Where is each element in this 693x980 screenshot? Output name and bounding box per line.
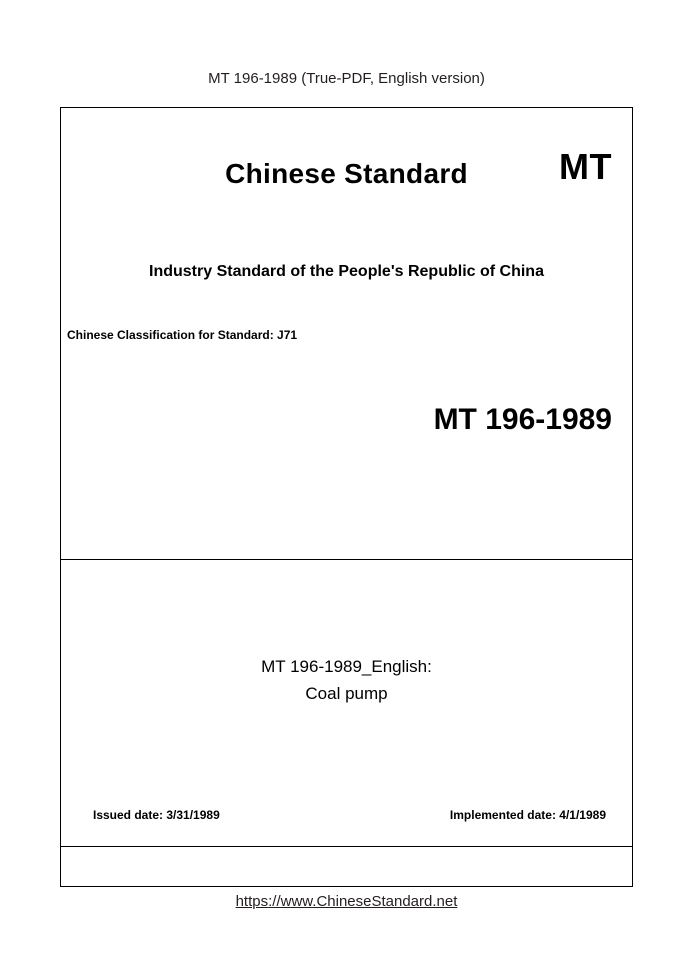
cover-lower-block [61,560,632,847]
subtitle-industry-standard: Industry Standard of the People's Republic of China [149,263,544,280]
cover-frame [60,107,633,887]
english-title-line-1: MT 196-1989_English: [261,657,432,676]
classification-code: Chinese Classification for Standard: J71 [67,328,298,342]
english-title-line-2: Coal pump [305,684,388,703]
implemented-date: Implemented date: 4/1/1989 [449,808,606,822]
page-title: Chinese Standard [225,158,468,189]
footer-website-link[interactable]: https://www.ChineseStandard.net [235,893,458,910]
dates-row [61,808,632,826]
standard-number: MT 196-1989 [433,403,612,436]
issued-date: Issued date: 3/31/1989 [93,808,220,822]
mt-badge: MT [559,146,612,187]
english-title-block [61,653,632,707]
document-header-label: MT 196-1989 (True-PDF, English version) [208,70,485,87]
cover-upper-block [61,108,632,560]
cover-bottom-bar [61,847,632,886]
